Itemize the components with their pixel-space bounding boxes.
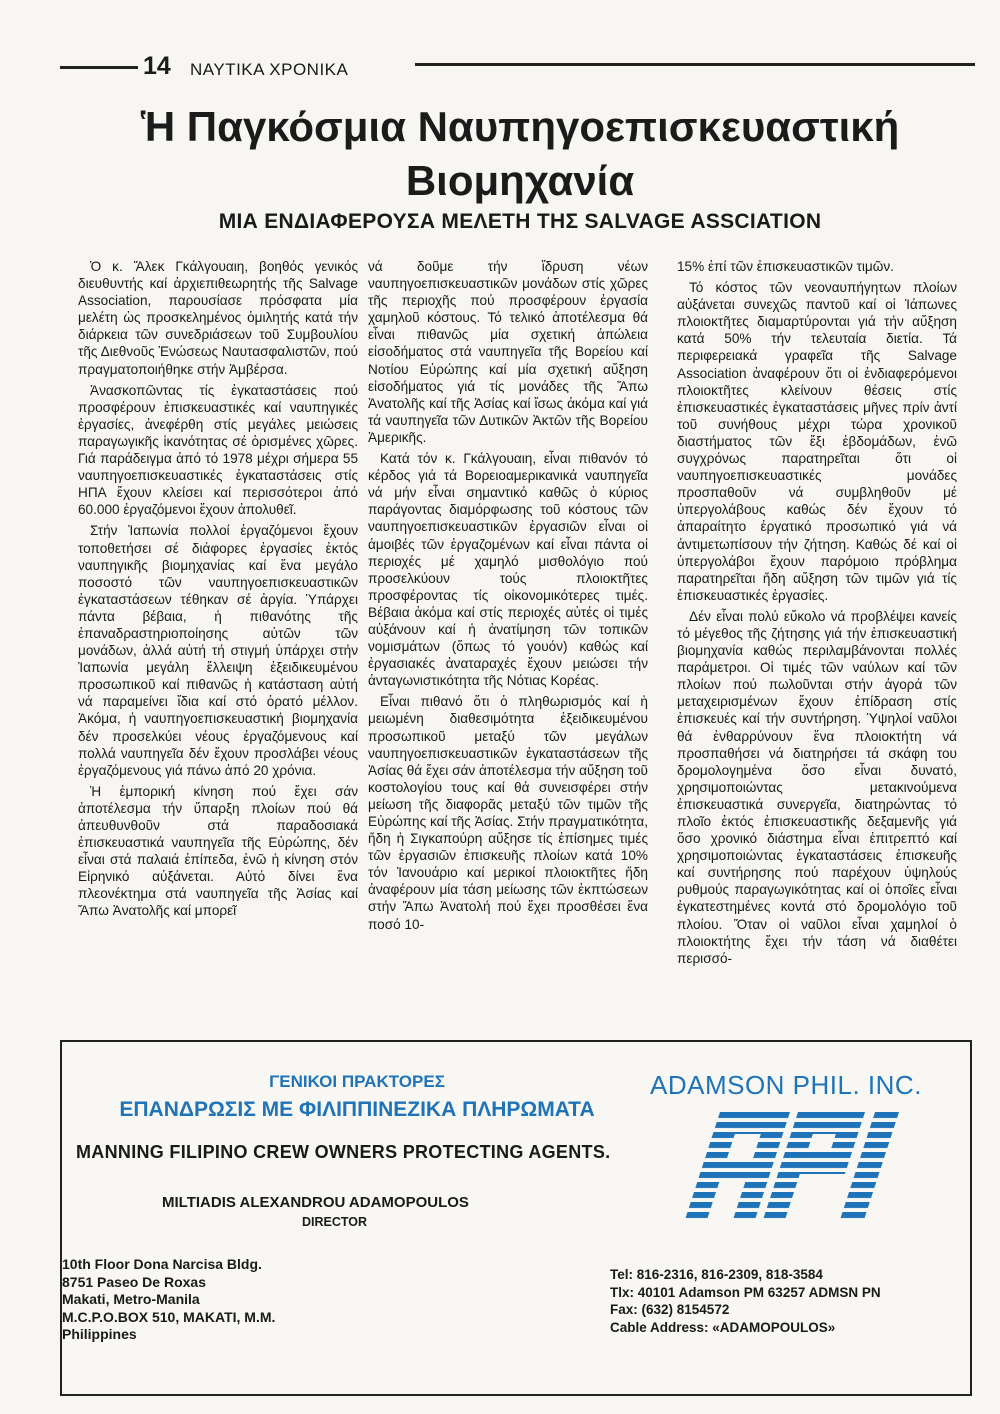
address-line: Makati, Metro-Manila	[62, 1291, 200, 1307]
ad-contact	[610, 1266, 881, 1336]
contact-line: Fax: (632) 8154572	[610, 1302, 730, 1317]
contact-line: Cable Address: «ADAMOPOULOS»	[610, 1319, 836, 1335]
page-header	[60, 52, 975, 84]
address-line: M.C.P.O.BOX 510, MAKATI, M.M.	[62, 1308, 276, 1325]
address-line: Philippines	[62, 1326, 137, 1342]
ad-director-name: MILTIADIS ALEXANDROU ADAMOPOULOS	[162, 1194, 469, 1211]
article-column-3	[677, 258, 957, 1018]
paragraph: νά δοῦμε τήν ἵδρυση νέων ναυπηγοεπισκευαστικῶν μονάδων στίς χῶρες τῆς περιοχῆς πού προσφέρουν ἐργασία χαμηλοῦ κόστους. Τό τελικό ἀποτέλεσμα θά εἶναι πιθανῶς μία σχετική ἀπώλεια εἰσοδήματος στά ναυπηγεῖα τῆς Βορείου καί Νοτίου Εὐρώπης καί μία σχετική αὔξηση εἰσοδήματος γιά τίς μονάδες τῆς Ἄπω Ἀνατολῆς καί τῆς Ἀσίας καί ἴσως ἀκόμα καί γιά τά ναυπηγεῖα τῶν Δυτικῶν Ἀκτῶν τῆς Βορείου Ἀμερικῆς.	[368, 259, 648, 445]
contact-line: Tel: 816-2316, 816-2309, 818-3584	[610, 1267, 823, 1282]
header-rule-left	[60, 66, 138, 69]
article-subtitle: ΜΙΑ ΕΝΔΙΑΦΕΡΟΥΣΑ ΜΕΛΕΤΗ ΤΗΣ SALVAGE ASSCIATION	[218, 210, 822, 233]
api-logo-icon	[682, 1112, 902, 1222]
paragraph: Κατά τόν κ. Γκάλγουαιη, εἶναι πιθανόν τό κέρδος γιά τά Βορειοαμερικανικά ναυπηγεῖα νά μήν εἶναι σημαντικό καθῶς ὁ κύριος παράγοντας διαμόρφωσης τοῦ κόστους τῶν ναυπηγοεπισκευαστικῶν ἐργασιῶν εἶναι οἱ ἀμοιβές τῶν ἐργαζομένων καί εἶναι πάντα οἱ περιοχές μέ χαμηλό μισθολόγιο πού προσελκύουν τούς πλοιοκτῆτες προσφέροντας τίς οἰκονομικότερες τιμές. Βέβαια ἀκόμα καί στίς περιοχές αὐτές οἱ τιμές αὐξάνουν καί ἡ ἀνατίμηση τῶν τοπικῶν νομισμάτων (ὅπως τό γουόν) καθώς καί ἐργασιακές ἀναταραχές ἔχουν μειώσει τήν ἀνταγωνιστικότητα τῆς Νότιας Κορέας.	[368, 451, 648, 689]
paragraph: Ἡ ἐμπορική κίνηση πού ἔχει σάν ἀποτέλεσμα τήν ὕπαρξη πλοίων πού θά ἀπευθυνθοῦν στά παραδοσιακά ἐπισκευαστικά ναυπηγεῖα τῆς Εὐρώπης, δέν εἶναι στά παλαιά ἐπίπεδα, ἐνῶ ἡ κίνηση στόν Εἰρηνικό αὐξάνεται. Αὐτό δίνει ἕνα πλεονέκτημα στά ναυπηγεῖα τῆς Ἀσίας καί Ἄπω Ἀνατολῆς καί μπορεῖ	[78, 783, 358, 919]
article-column-2	[368, 258, 648, 1018]
article-title-line2: Βιομηχανία	[405, 157, 635, 204]
page-number: 14	[143, 52, 171, 80]
paragraph: Εἶναι πιθανό ὅτι ὁ πληθωρισμός καί ἡ μειωμένη διαθεσιμότητα ἐξειδικευμένου προσωπικοῦ μεταξύ τῶν μεγάλων ναυπηγοεπισκευαστικῶν ἐγκαταστάσεων τῆς Ἀσίας θά ἔχει σάν ἀποτέλεσμα τήν αὔξηση τοῦ κοστολογίου τους καί θά συνεισφέρει στήν μείωση τῆς διαφορᾶς μεταξύ τῶν τιμῶν τῆς Εὐρώπης καί τῆς Ἀσίας. Στήν πραγματικότητα, ἤδη ἡ Σιγκαπούρη αὔξησε τίς ἐπίσημες τιμές τῶν ἐργασιῶν ἐπισκευῆς πλοίων κατά 10% τόν Ἰανουάριο καί μερικοί πλοιοκτῆτες ἤδη ἀναφέρουν μία τάση μείωσης τῶν ἐκπτώσεων στήν Ἄπω Ἀνατολή πού ἔχει προσθέσει ἕνα ποσό 10-	[368, 694, 648, 932]
ad-greek-subheading: ΕΠΑΝΔΡΩΣΙΣ ΜΕ ΦΙΛΙΠΠΙΝΕΖΙΚΑ ΠΛΗΡΩΜΑΤΑ	[119, 1098, 595, 1121]
ad-address	[62, 1256, 275, 1344]
address-line: 10th Floor Dona Narcisa Bldg.	[62, 1256, 262, 1272]
article-title	[100, 100, 940, 208]
contact-line: Tlx: 40101 Adamson PM 63257 ADMSN PN	[610, 1284, 881, 1300]
ad-company-name: ADAMSON PHIL. INC.	[650, 1070, 922, 1100]
ad-director-title: DIRECTOR	[302, 1215, 368, 1229]
paragraph: Ὁ κ. Ἄλεκ Γκάλγουαιη, βοηθός γενικός διευθυντής καί ἀρχιεπιθεωρητής τῆς Salvage Association, παρουσίασε πρόσφατα μία μελέτη ὡς προσκελημένος ὁμιλητής κατά τήν διάρκεια τῶν συνεδριάσεων τοῦ Συμβουλίου τῆς Διεθνοῦς Ἑνώσεως Ναυτασφαλιστῶν, πού πραγματοποιήθηκε στήν Ἀμβέρσα.	[78, 259, 358, 377]
header-rule-right	[415, 63, 975, 66]
paragraph: Τό κόστος τῶν νεοναυπήγητων πλοίων αὐξάνεται συνεχῶς παντοῦ καί οἱ Ἰάπωνες πλοιοκτῆτες διαμαρτύρονται γιά τήν αὔξηση κατά 50% τήν τελευταία διετία. Τά περιφερειακά γραφεῖα τῆς Salvage Association ἀναφέρουν ὅτι οἱ ἐνδιαφερόμενοι πλοιοκτῆτες κλείνουν θέσεις στίς ἐπισκευαστικές ἐγκαταστάσεις μῆνες πρίν ἀντί τοῦ συνήθους μέχρι τώρα χρονικοῦ διαστήματος τῶν ἔξι ἑβδομάδων, ἐνῶ συγχρόνως παρατηρεῖται ὅτι οἱ ναυπηγοεπισκευαστικές μονάδες προσπαθοῦν νά συμβληθοῦν μέ ὑπεργολάβους καθώς δέν ἔχουν τό ἀπαραίτητο ἐργατικό προσωπικό γιά νά ἀντιμετωπίσουν τήν ζήτηση. Καθώς δέ καί οἱ ὑπεργολάβοι ἔχουν παρόμοιο πρόβλημα παρατηρεῖται ἤδη αὔξηση τῶν τιμῶν γιά τίς ἐπισκευαστικές ἐργασίες.	[677, 280, 957, 603]
ad-greek-heading: ΓΕΝΙΚΟΙ ΠΡΑΚΤΟΡΕΣ	[269, 1072, 445, 1091]
magazine-name: ΝΑΥΤΙΚΑ ΧΡΟΝΙΚΑ	[190, 60, 349, 79]
advertisement	[60, 1040, 972, 1396]
address-line: 8751 Paseo De Roxas	[62, 1273, 206, 1290]
paragraph: Ἀνασκοπῶντας τίς ἐγκαταστάσεις πού προσφέρουν ἐπισκευαστικές καί ναυπηγικές ἐργασίες, ἀνεφέρθη στίς μεγάλες μειώσεις παραγωγικῆς ἱκανότητας σέ ὁρισμένες χῶρες. Γιά παράδειγμα ἀπό τό 1978 μέχρι σήμερα 55 ναυπηγοεπισκευαστικές ἐγκαταστάσεις στίς ΗΠΑ ἔχουν κλείσει καί περισσότεροι ἀπό 60.000 ἐργαζόμενοι ἔχουν ἀπολυθεῖ.	[78, 382, 358, 518]
article-column-1	[78, 258, 358, 1018]
paragraph: 15% ἐπί τῶν ἐπισκευαστικῶν τιμῶν.	[677, 259, 894, 274]
paragraph: Δέν εἶναι πολύ εὔκολο νά προβλέψει κανείς τό μέγεθος τῆς ζήτησης γιά τήν ἐπισκευαστική βιομηχανία καθώς περιλαμβάνονται πολλές παράμετροι. Οἱ τιμές τῶν ναύλων καί τῶν πλοίων πού πωλοῦνται στήν ἀγορά τῶν μεταχειρισμένων ἔχουν ἐπίδραση στίς ἐπισκευές καί τήν συντήρηση. Ὑψηλοί ναῦλοι θά ἐνθαρρύνουν ἕνα πλοιοκτήτη νά προσπαθήσει νά διατηρήσει τά σκάφη του δρομολογημένα ὅσο εἶναι δυνατό, χρησιμοποιώντας μετακινούμενα ἐπισκευαστικά συνεργεῖα, διατηρώντας τό πλοῖο ἐκτός ἐπισκευαστικῆς δεξαμενῆς γιά ὅσο χρονικό διάστημα εἶναι ἐπιτρεπτό καί χρησιμοποιώντας ἐγκαταστάσεις ἐπισκευῆς καί συντήρησης πού παρέχουν ὑψηλούς ρυθμούς παραγωγικότητας καί οἱ ὁποῖες εἶναι ἐγκατεστημένες κοντά στό δρομολόγιο τοῦ πλοίου. Ὅταν οἱ ναῦλοι εἶναι χαμηλοί ὁ πλοιοκτήτης ἔχει τήν τάση νά διαθέτει περισσό-	[677, 608, 957, 966]
ad-manning-line: MANNING FILIPINO CREW OWNERS PROTECTING AGENTS.	[76, 1142, 611, 1162]
paragraph: Στήν Ἰαπωνία πολλοί ἐργαζόμενοι ἔχουν τοποθετήσει σέ διάφορες ἐργασίες ἐκτός ναυπηγικῆς βιομηχανίας καί ἕνα μεγάλο ποσοστό τῶν ναυπηγοεπισκευαστικῶν ἐγκαταστάσεων τέθηκαν σέ ἀργία. Ὑπάρχει πάντα βέβαια, ἡ πιθανότης τῆς ἐπαναδραστηριοποίησης αὐτῶν τῶν μονάδων, ἀλλά αὐτή τή στιγμή ὑπάρχει στήν Ἰαπωνία μεγάλη ἔλλειψη ἐξειδικευμένου προσωπικοῦ καί πιθανῶς ἡ κατάσταση αὐτή νά παραμείνει ἴδια καί στό ὁρατό μέλλον. Ἀκόμα, ἡ ναυπηγοεπισκευαστική βιομηχανία δέν προσελκύει νέους ἐργαζόμενους καί πολλά ναυπηγεῖα δέν ἔχουν προσλάβει νέους ἐργαζόμενους γιά πάνω ἀπό 20 χρόνια.	[78, 523, 358, 778]
article-title-line1: Ἡ Παγκόσμια Ναυπηγοεπισκευαστική	[140, 103, 900, 150]
